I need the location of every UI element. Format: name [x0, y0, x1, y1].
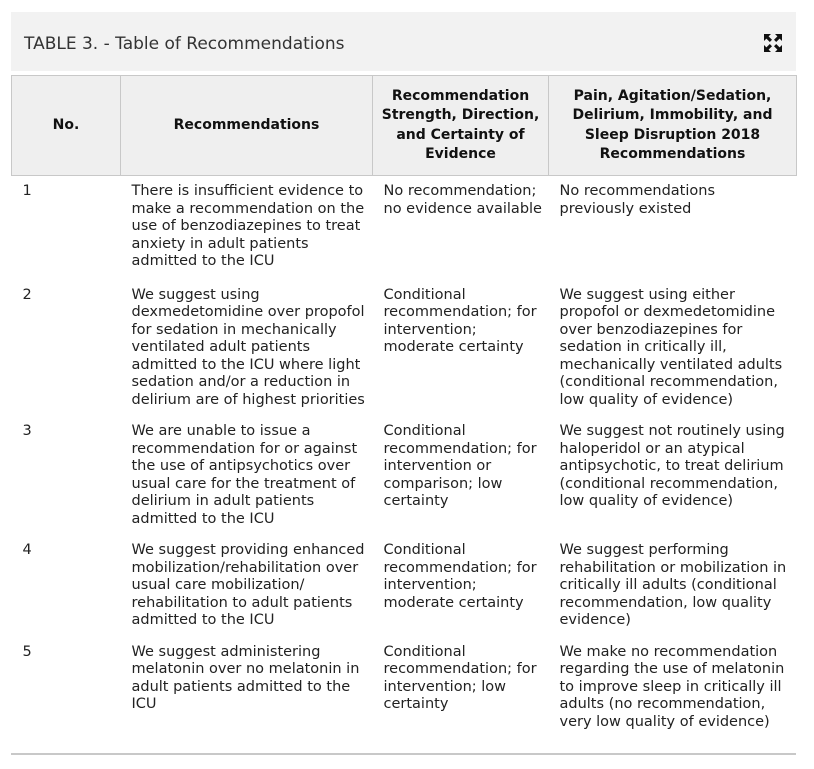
table-row	[12, 416, 797, 535]
recommendation-cell: We are unable to issue a recommendation for or against the use of antipsychotics over usual care for the treatment of delirium in adult patients admitted to the ICU	[131, 423, 358, 527]
table-row	[12, 176, 797, 280]
recommendation-cell: There is insufficient evidence to make a recommendation on the use of benzodiazepines to treat anxiety in adult patients admitted to the ICU	[131, 183, 365, 269]
strength-cell: Conditional recommendation; for intervention; moderate certainty	[383, 542, 537, 611]
expand-icon[interactable]	[763, 33, 783, 53]
table-title-bar	[11, 12, 796, 71]
row-number: 5	[22, 643, 32, 660]
header-no: No.	[12, 76, 121, 176]
padis-2018-cell: We suggest performing rehabilitation or mobilization in critically ill adults (conditional recommendation, low quality evidence)	[559, 542, 787, 628]
recommendation-cell: We suggest using dexmedetomidine over propofol for sedation in mechanically ventilated adult patients admitted to the ICU where light sedation and/or a reduction in delirium are of highest priorities	[131, 286, 365, 408]
table-row	[12, 637, 797, 739]
strength-cell: Conditional recommendation; for intervention or comparison; low certainty	[383, 423, 537, 509]
padis-2018-cell: We suggest using either propofol or dexmedetomidine over benzodiazepines for sedation in critically ill, mechanically ventilated adults (conditional recommendation, low quality of evidence)	[559, 286, 783, 408]
padis-2018-cell: We make no recommendation regarding the use of melatonin to improve sleep in critically ill adults (no recommendation, very low quality of evidence)	[559, 643, 785, 730]
table-title: TABLE 3. - Table of Recommendations	[24, 34, 345, 54]
table-header-row	[12, 76, 797, 176]
row-number: 4	[22, 542, 32, 558]
recommendations-table	[11, 75, 797, 738]
recommendation-cell: We suggest administering melatonin over no melatonin in adult patients admitted to the ICU	[131, 643, 360, 712]
strength-cell: Conditional recommendation; for intervention; moderate certainty	[383, 286, 537, 355]
header-strength: Recommendation Strength, Direction, and Certainty of Evidence	[373, 76, 549, 176]
strength-cell: Conditional recommendation; for intervention; low certainty	[383, 643, 537, 712]
recommendation-cell: We suggest providing enhanced mobilization/rehabilitation over usual care mobilization/ rehabilitation to adult patients admitted to the ICU	[131, 542, 365, 628]
table-row	[12, 280, 797, 417]
header-padis-2018: Pain, Agitation/Sedation, Delirium, Immobility, and Sleep Disruption 2018 Recommendations	[549, 76, 797, 176]
padis-2018-cell: No recommendations previously existed	[559, 183, 716, 217]
padis-2018-cell: We suggest not routinely using haloperidol or an atypical antipsychotic, to treat delirium (conditional recommendation, low quality of evidence)	[559, 423, 785, 509]
header-recommendations: Recommendations	[121, 76, 373, 176]
table-row	[12, 535, 797, 637]
row-number: 2	[22, 286, 32, 303]
table-bottom-rule	[11, 753, 796, 755]
row-number: 1	[22, 183, 32, 199]
row-number: 3	[22, 423, 32, 439]
strength-cell: No recommendation; no evidence available	[383, 183, 542, 217]
